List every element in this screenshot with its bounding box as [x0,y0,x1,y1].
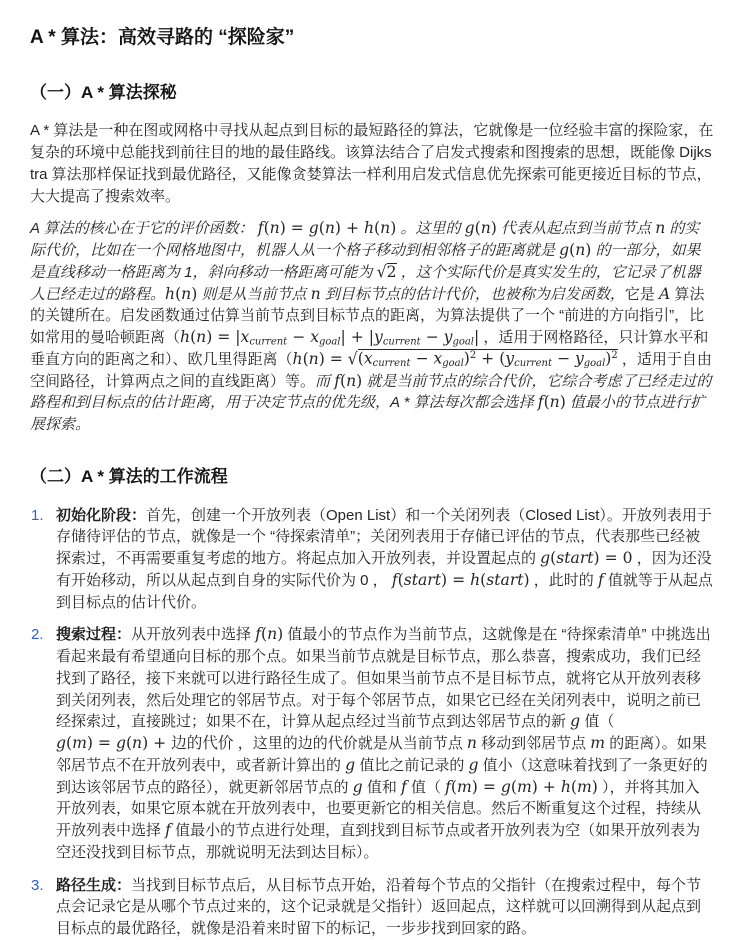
math-formula: A [659,284,671,303]
math-formula: f [401,777,407,796]
math-formula: f(n) [255,625,284,644]
math-formula: g(n) [464,219,497,238]
italic-text-run: A 算法的核心在于它的评价函数： [30,220,258,238]
evaluation-function-paragraph: A 算法的核心在于它的评价函数： f(n) = g(n) + h(n) 。这里的 g(n) 代表从起点到当前节点 n 的实际代价，比如在一个网格地图中，机器人从一个格子移动到相邻格子的距离就是 g(n) 的一部分，如果是直线移动一格距离为 1，斜向移动一格距离可能为 √2 ，这个实际代价是真实发生的，它记录了机器人已经走过的路程。h(n) 则是从当前节点 n 到目标节点的估计代价，也被称为启发函数，它是 A 算法的关键所在。启发函数通过估算当前节点到目标节点的距离，为算法提供了一个 “前进的方向指引”，比如常用的曼哈顿距离（$h(n) = |x_{current} - x_{goal}| + |y_{current} - y_{goal}|$ ，适用于网格路径，只计算水平和垂直方向的距离之和）、欧几里得距离（$h(n) = √(x_{current} - x_{goal})^2 + (y_{current} - y_{goal})^2$ ，适用于自由空间路径，计算两点之间的直线距离）等。而 f(n) 就是当前节点的综合代价，它综合考虑了已经走过的路程和到目标点的估计距离，用于决定节点的优先级，A * 算法每次都会选择 f(n) 值最小的节点进行扩展探索。 [30,219,712,434]
math-formula: m [590,734,606,753]
intro-paragraph: A * 算法是一种在图或网格中寻找从起点到目标的最短路径的算法，它就像是一位经验丰富的探险家，在复杂的环境中总能找到前往目的地的最佳路线。该算法结合了启发式搜索和图搜索的思想，既能像 Dijkstra 算法那样保证找到最优路径，又能像贪婪算法一样利用启发式信息优先探索可能更接近目标的节点，大大提高了搜索效率。 [30,122,714,205]
math-formula: g(start) = 0 [540,549,633,568]
list-item-path-generation [30,875,714,940]
math-formula: n [310,284,321,303]
list-item-label: 搜索过程： [56,626,132,644]
italic-text-run: 的一部分，如果是直线移动一格距离为 1，斜向移动一格距离可能为 [30,242,701,281]
list-item-text: 从开放列表中选择 f(n) 值最小的节点作为当前节点，这就像是在 “待探索清单” 中挑选出看起来最有希望通向目标的那个点。如果当前节点就是目标节点，那么恭喜，搜索成功，我们已经找到了路径，接下来就可以进行路径生成了。但如果当前节点不是目标节点，就将它从开放列表移到关闭列表，然后处理它的邻居节点。对于每个邻居节点，如果它已经在关闭列表中，说明之前已经探索过，直接跳过；如果不在，计算从起点经过当前节点到达邻居节点的新 g 值（ g(m) = g(n) + 边的代价 ，这里的边的代价就是从当前节点 n 移动到邻居节点 m 的距离）。如果邻居节点不在开放列表中，或者新计算出的 g 值比之前记录的 g 值小（这意味着找到了一条更好的到达该邻居节点的路径），就更新邻居节点的 g 值和 f 值（ f(m) = g(m) + h(m) ），并将其加入开放列表，如果它原本就在开放列表中，也要更新它的相关信息。然后不断重复这个过程，持续从开放列表中选择 f 值最小的节点进行处理，直到找到目标节点或者开放列表为空（如果开放列表为空还没找到目标节点，那就说明无法到达目标）。 [56,625,711,861]
math-formula: f [165,821,171,840]
page-title: A * 算法：高效寻路的 “探险家” [30,27,295,48]
list-item-label: 路径生成： [56,876,132,894]
italic-text-run: 就是当前节点的综合代价，它综合考虑了已经走过的路程和到目标点的估计距离，用于决定节点的优先级，A * 算法每次都会选择 [30,372,712,412]
list-number: 1. [31,506,44,524]
italic-text-run: 而 [315,372,335,390]
math-formula: g(n) [559,241,592,260]
math-formula: $h(n) = √(x_{current} - x_{goal})^2 + (y_{current} - y_{goal})^2$ [292,349,618,370]
list-item-text: 当找到目标节点后，从目标节点开始，沿着每个节点的父指针（在搜索过程中，每个节点会记录它是从哪个节点过来的，这个记录就是父指针）返回起点，这样就可以回溯得到从起点到目标点的最优路径，就像是沿着来时留下的标记，一步步找到回家的路。 [56,876,702,938]
math-formula: f(n) [334,371,363,390]
math-formula: g(m) = g(n) + 边的代价 [56,734,234,753]
italic-text-run: 的实际代价，比如在一个网格地图中，机器人从一个格子移动到相邻格子的距离就是 [30,220,700,260]
math-formula: n [655,219,666,238]
italic-text-run: 。这里的 [396,220,465,238]
math-formula: f [597,570,604,589]
italic-text-run: 则是从当前节点 [197,285,311,303]
italic-text-run: 到目标节点的估计代价，也被称为启发函数， [320,285,625,303]
math-formula: g [352,777,363,796]
italic-text-run: 代表从起点到当前节点 [496,220,656,238]
math-formula: g [468,755,479,774]
list-item-initialization [30,505,714,614]
math-formula: $h(n) = |x_{current} - x_{goal}| + |y_{current} - y_{goal}|$ [180,328,480,348]
math-formula: f(n) [537,393,566,412]
math-formula: h(n) [165,284,198,303]
list-number: 3. [31,876,44,894]
italic-text-run: ，这个实际代价是真实发生的，它记录了机器人已经走过的路程。 [30,263,701,303]
math-formula: f(start) = h(start) [391,570,530,589]
math-formula: √2 [376,262,397,282]
math-formula: g [345,755,356,774]
math-formula: n [466,734,477,753]
section-1-heading: （一）A * 算法探秘 [30,82,177,102]
list-number: 2. [31,626,44,644]
math-formula: f(n) = g(n) + h(n) [257,219,397,238]
math-formula: g [570,712,581,731]
list-item-text: 首先，创建一个开放列表（Open List）和一个关闭列表（Closed List）。开放列表用于存储待评估的节点，就像是一个 “待探索清单”；关闭列表用于存储已评估的节点，代表那些已经被探索过，不再需要重复考虑的地方。将起点加入开放列表，并设置起点的 g(start) = 0 ，因为还没有开始移动，所以从起点到自身的实际代价为 0 ， f(start) = h(start) ，此时的 f 值就等于从起点到目标点的估计代价。 [56,506,713,611]
math-formula: f(m) = g(m) + h(m) [445,777,598,796]
italic-text-run: 值最小的节点进行扩展探索。 [30,394,705,434]
list-item-label: 初始化阶段： [56,506,147,524]
section-2-heading: （二）A * 算法的工作流程 [30,466,228,486]
workflow-list [30,505,714,940]
list-item-search-process [30,624,714,863]
